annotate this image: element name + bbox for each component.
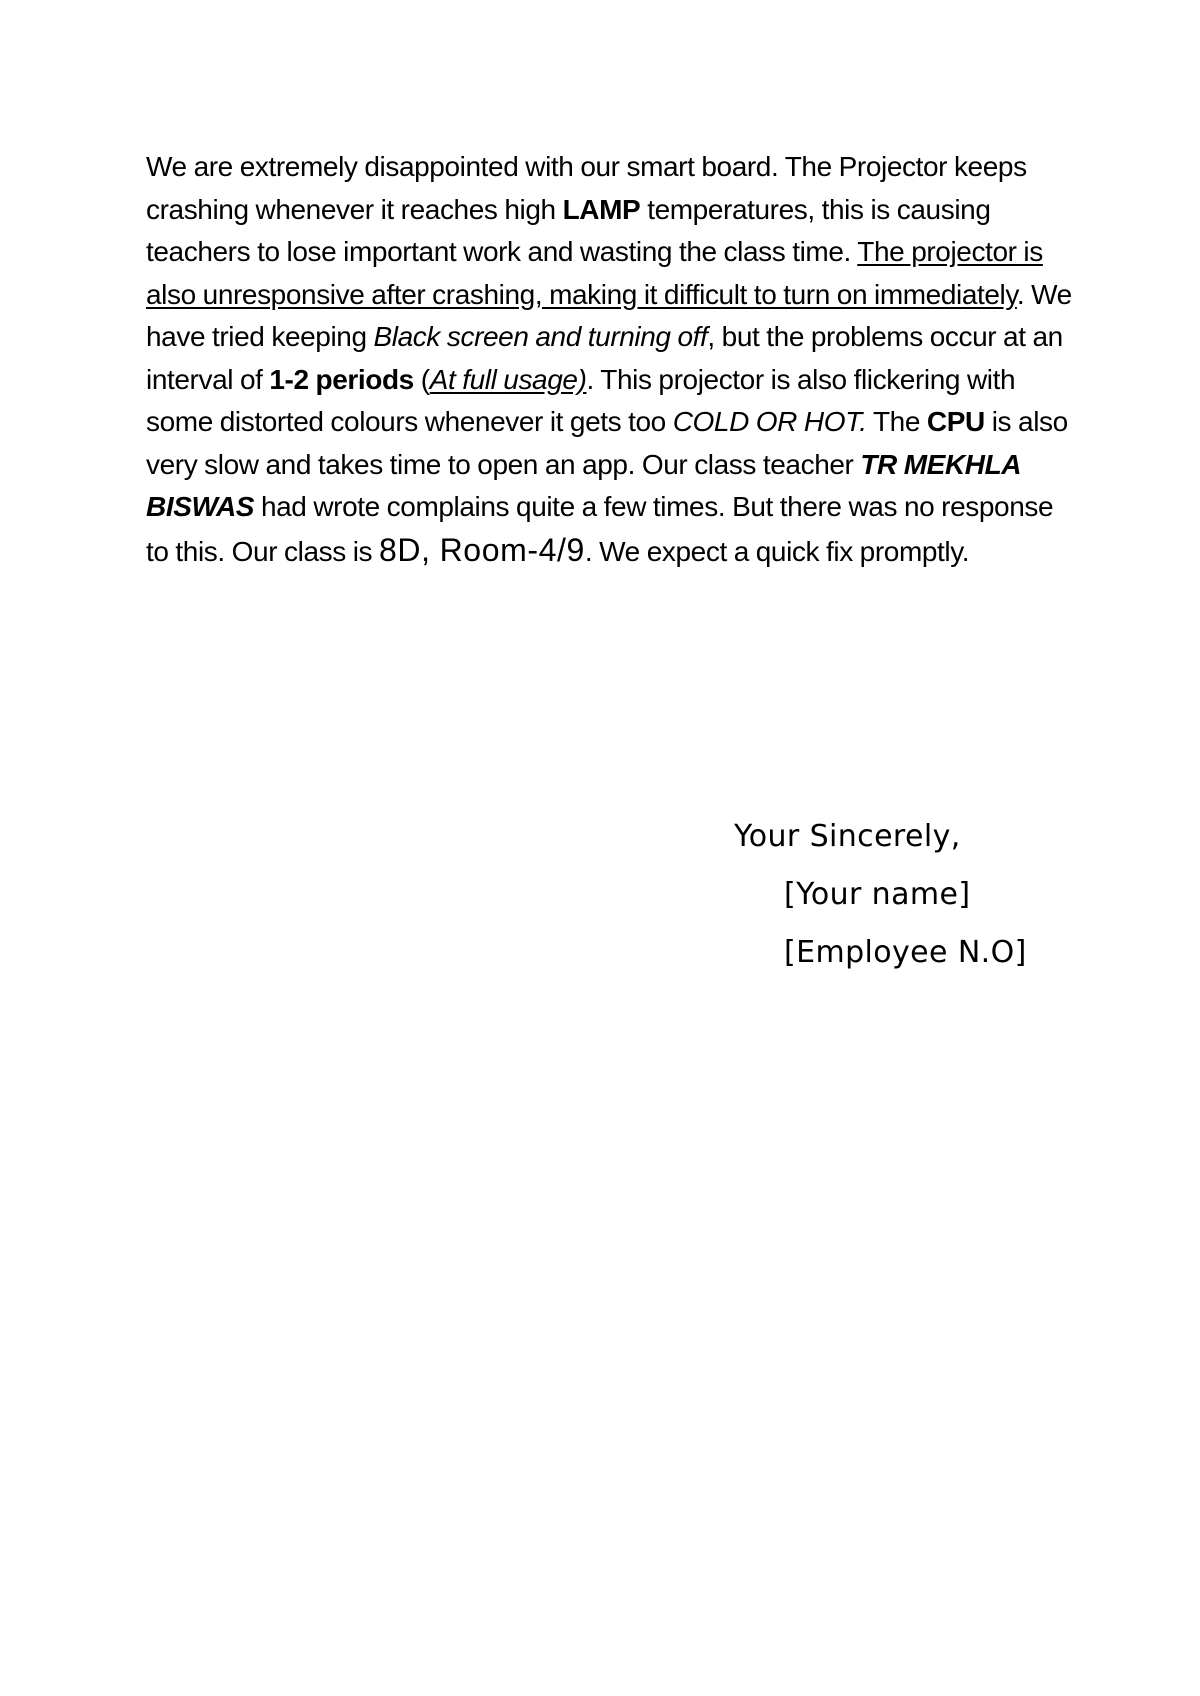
letter-italic-underlined-phrase: At full usage) [429, 363, 587, 395]
letter-italic-phrase: Black screen and turning off [373, 321, 708, 352]
letter-text-run: . We expect a quick fix promptly. [584, 535, 970, 567]
letter-italic-cold-hot: COLD OR HOT. [672, 406, 867, 437]
letter-bold-cpu: CPU [926, 406, 985, 437]
signature-employee-number-placeholder: [Employee N.O] [784, 935, 1027, 970]
letter-text-run: temperatures, this is causing teachers to lose important work and wasting the class time. [146, 193, 991, 267]
letter-text-run: . We have tried keeping [146, 278, 1072, 352]
letter-text-run: had wrote complains quite a few times. But there was no response to this. Our class is [146, 491, 1054, 567]
letter-bold-lamp: LAMP [562, 193, 641, 225]
signature-closing: Your Sincerely, [734, 819, 961, 854]
signature-name-placeholder: [Your name] [784, 877, 971, 912]
letter-text-run: . This projector is also flickering with some distorted colours whenever it gets too [146, 363, 1016, 437]
letter-bold-periods: 1-2 periods [269, 363, 414, 395]
letter-body-paragraph [146, 146, 1076, 573]
letter-underlined-sentence: The projector is also unresponsive after crashing, making it difficult to turn on immediately [146, 236, 1043, 310]
letter-teacher-name: TR MEKHLA BISWAS [146, 448, 1021, 522]
signature-block [734, 808, 1027, 982]
letter-text-run: We are extremely disappointed with our smart board. The Projector keeps crashing whenever it reaches high [146, 151, 1027, 225]
letter-text-run: , but the problems occur at an interval of [146, 321, 1063, 395]
letter-text-run: ( [413, 363, 430, 395]
letter-class-room: 8D, Room-4/9 [379, 531, 585, 568]
letter-text-run: The [866, 406, 927, 437]
letter-text-run: is also very slow and takes time to open an app. Our class teacher [146, 406, 1068, 480]
